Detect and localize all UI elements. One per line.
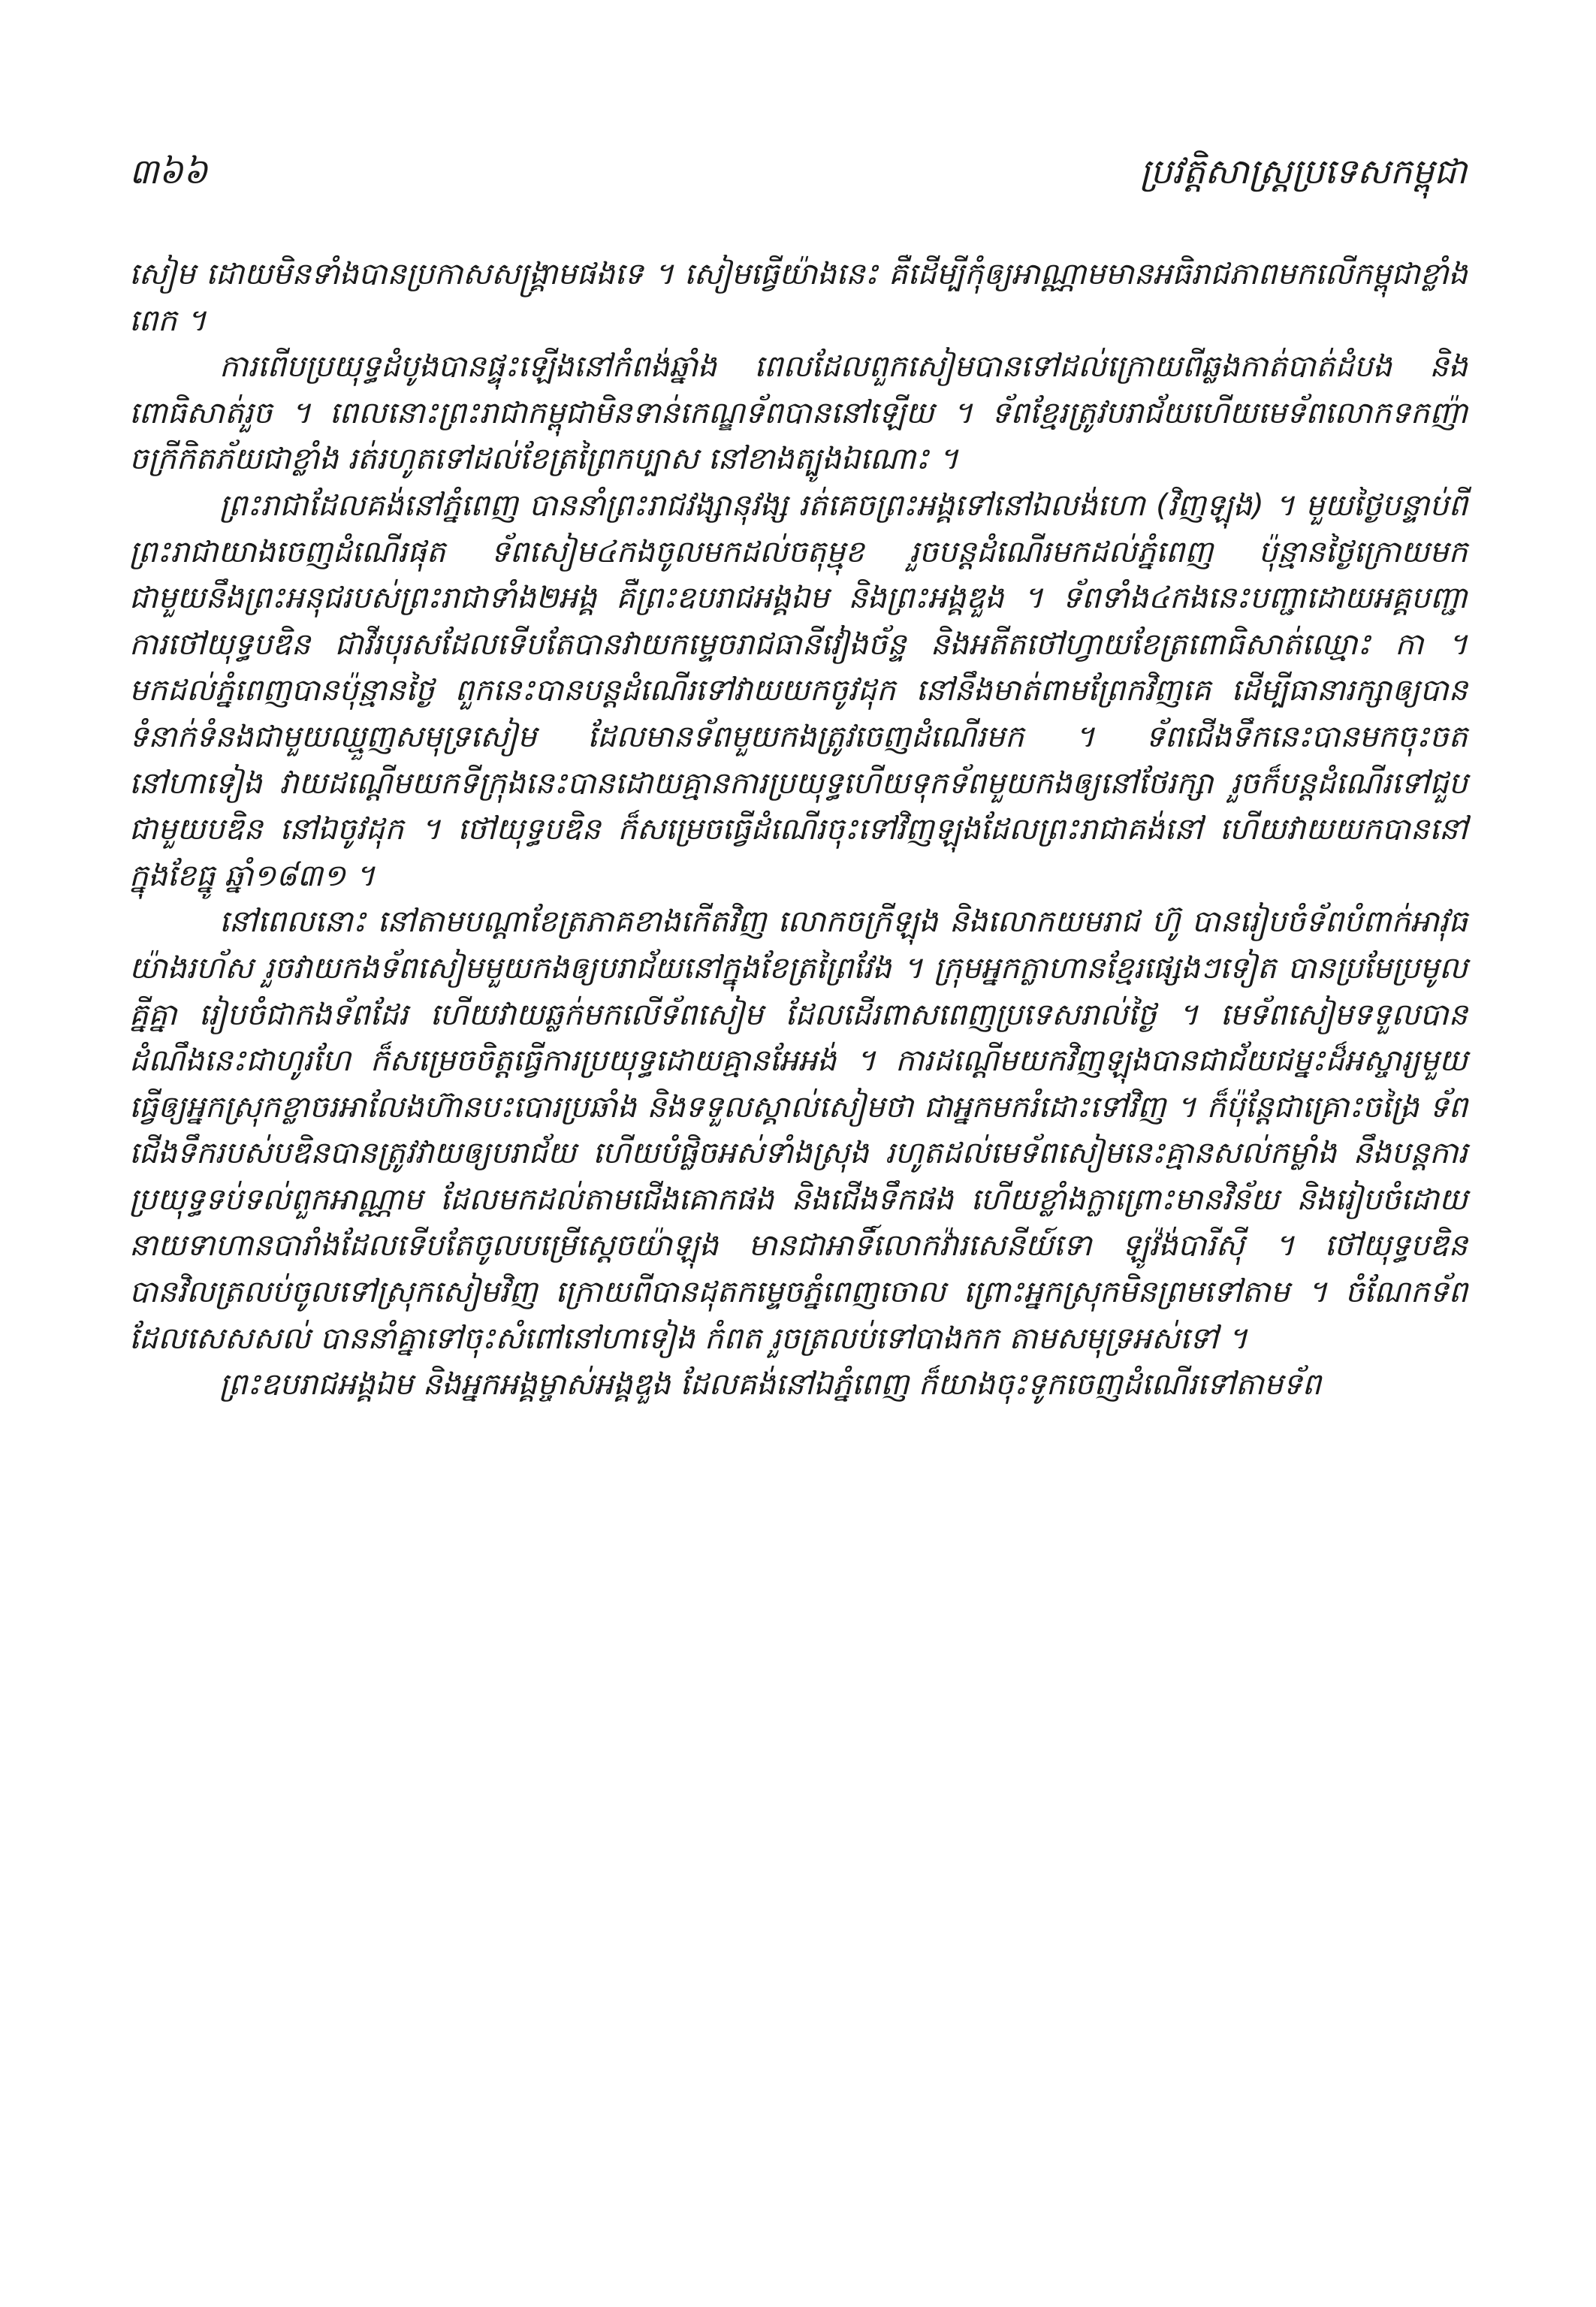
body-text (129, 252, 1468, 1409)
page-header (129, 150, 1467, 210)
paragraph: ព្រះឧបរាជអង្គឯម និងអ្នកអង្គម្ចាស់អង្គឌួង ដែលគង់នៅឯភ្នំពេញ ក៏យាងចុះទូកចេញដំណើរទៅតាមទ័ព (219, 1367, 1322, 1403)
paragraph: ការពើបប្រយុទ្ធដំបូងបានផ្ទុះឡើងនៅកំពង់ឆ្នាំង ពេលដែលពួកសៀមបានទៅដល់ក្រោយពីឆ្លងកាត់បាត់ដំបង និងពោធិសាត់រួច ។ ពេលនោះព្រះរាជាកម្ពុជាមិនទាន់កេណ្ឌទ័ពបាននៅឡើយ ។ ទ័ពខ្មែរត្រូវបរាជ័យហើយមេទ័ពលោកទកញ៉ាចក្រីកិតភ័យជាខ្លាំង រត់រហូតទៅដល់ខែត្រព្រៃកប្បាស នៅខាងត្បូងឯណោះ ។ (129, 349, 1468, 477)
paragraph: នៅពេលនោះ នៅតាមបណ្តាខែត្រភាគខាងកើតវិញ លោកចក្រីឡុង និងលោកយមរាជ ហ៊ូ បានរៀបចំទ័ពបំពាក់អាវុធយ៉ាងរហ័ស រួចវាយកងទ័ពសៀមមួយកងឲ្យបរាជ័យនៅក្នុងខែត្រព្រៃវែង ។ ក្រុមអ្នកក្លាហានខ្មែរផ្សេងៗទៀត បានប្រមែប្រមូលគ្នីគ្នា រៀបចំជាកងទ័ពដែរ ហើយវាយឆ្លក់មកលើទ័ពសៀម ដែលដើរពាសពេញប្រទេសរាល់ថ្ងៃ ។ មេទ័ពសៀមទទួលបានដំណឹងនេះជាហូរហែ ក៏សម្រេចចិត្តធ្វើការប្រយុទ្ធដោយគ្មានអែអង់ ។ ការដណ្តើមយកវិញឡុងបានជាជ័យជម្នះដ៏អស្ចារ្យមួយ ធ្វើឲ្យអ្នកស្រុកខ្លាចរអាលែងហ៊ានបះបោរប្រឆាំង និងទទួលស្គាល់សៀមថា ជាអ្នកមករំដោះទៅវិញ ។ ក៏ប៉ុន្តែជាគ្រោះចង្រៃ ទ័ពជើងទឹករបស់បឌិនបានត្រូវវាយឲ្យបរាជ័យ ហើយបំផ្លិចអស់ទាំងស្រុង រហូតដល់មេទ័ពសៀមនេះគ្មានសល់កម្លាំង នឹងបន្តការប្រយុទ្ធទប់ទល់ពួកអាណ្ណាម ដែលមកដល់តាមជើងគោកផង និងជើងទឹកផង ហើយខ្លាំងក្លាព្រោះមានវិន័យ និងរៀបចំដោយនាយទាហានបារាំងដែលទើបតែចូលបម្រើស្តេចយ៉ាឡុង មានជាអាទិ៍លោកវ៉ារសេនីយ៍ទោ ឡូវ៉ង់បារីស៊ី ។ ថៅយុទ្ធបឌិនបានវិលត្រលប់ចូលទៅស្រុកសៀមវិញ ក្រោយពីបានដុតកម្ទេចភ្នំពេញចោល ព្រោះអ្នកស្រុកមិនព្រមទៅតាម ។ ចំណែកទ័ពដែលសេសសល់ បាននាំគ្នាទៅចុះសំពៅនៅហាទៀង កំពត រួចត្រលប់ទៅបាងកក តាមសមុទ្រអស់ទៅ ។ (129, 904, 1468, 1356)
paragraph: ព្រះរាជាដែលគង់នៅភ្នំពេញ បាននាំព្រះរាជវង្សានុវង្ស រត់គេចព្រះអង្គទៅនៅឯលង់ហោ (វិញឡុង) ។ មួយថ្ងៃបន្ទាប់ពីព្រះរាជាយាងចេញដំណើរផុត ទ័ពសៀម៤កងចូលមកដល់ចតុម្មុខ រួចបន្តដំណើរមកដល់ភ្នំពេញ ប៉ុន្មានថ្ងៃក្រោយមក ជាមួយនឹងព្រះអនុជរបស់ព្រះរាជាទាំង២អង្គ គឺព្រះឧបរាជអង្គឯម និងព្រះអង្គឌួង ។ ទ័ពទាំង៤កងនេះបញ្ជាដោយអគ្គបញ្ជាការថៅយុទ្ធបឌិន ជាវីរបុរសដែលទើបតែបានវាយកម្ទេចរាជធានីវៀងច័ន្ទ និងអតីតថៅហ្វាយខែត្រពោធិសាត់ឈ្មោះ កា ។ មកដល់ភ្នំពេញបានប៉ុន្មានថ្ងៃ ពួកនេះបានបន្តដំណើរទៅវាយយកចូវដុក នៅនឹងមាត់ពាមព្រែកវិញគេ ដើម្បីធានារក្សាឲ្យបានទំនាក់ទំនងជាមួយឈ្មួញសមុទ្រសៀម ដែលមានទ័ពមួយកងត្រូវចេញដំណើរមក ។ ទ័ពជើងទឹកនេះបានមកចុះចតនៅហាទៀង វាយដណ្តើមយកទីក្រុងនេះបានដោយគ្មានការប្រយុទ្ធហើយទុកទ័ពមួយកងឲ្យនៅថែរក្សា រួចក៏បន្តដំណើរទៅជួបជាមួយបឌិន នៅឯចូវដុក ។ ថៅយុទ្ធបឌិន ក៏សម្រេចធ្វើដំណើរចុះទៅវិញឡុងដែលព្រះរាជាគង់នៅ ហើយវាយយកបាននៅក្នុងខែធ្នូ ឆ្នាំ១៨៣១ ។ (129, 488, 1468, 893)
page-number: ៣៦៦ (129, 151, 208, 192)
paragraph-continuation: សៀម ដោយមិនទាំងបានប្រកាសសង្គ្រាមផងទេ ។ សៀមធ្វើយ៉ាងនេះ គឺដើម្បីកុំឲ្យអាណ្ណាមមានអធិរាជភាពមកលើកម្ពុជាខ្លាំងពេក ។ (129, 257, 1468, 338)
running-title: ប្រវត្តិសាស្ត្រប្រទេសកម្ពុជា (1139, 151, 1467, 192)
